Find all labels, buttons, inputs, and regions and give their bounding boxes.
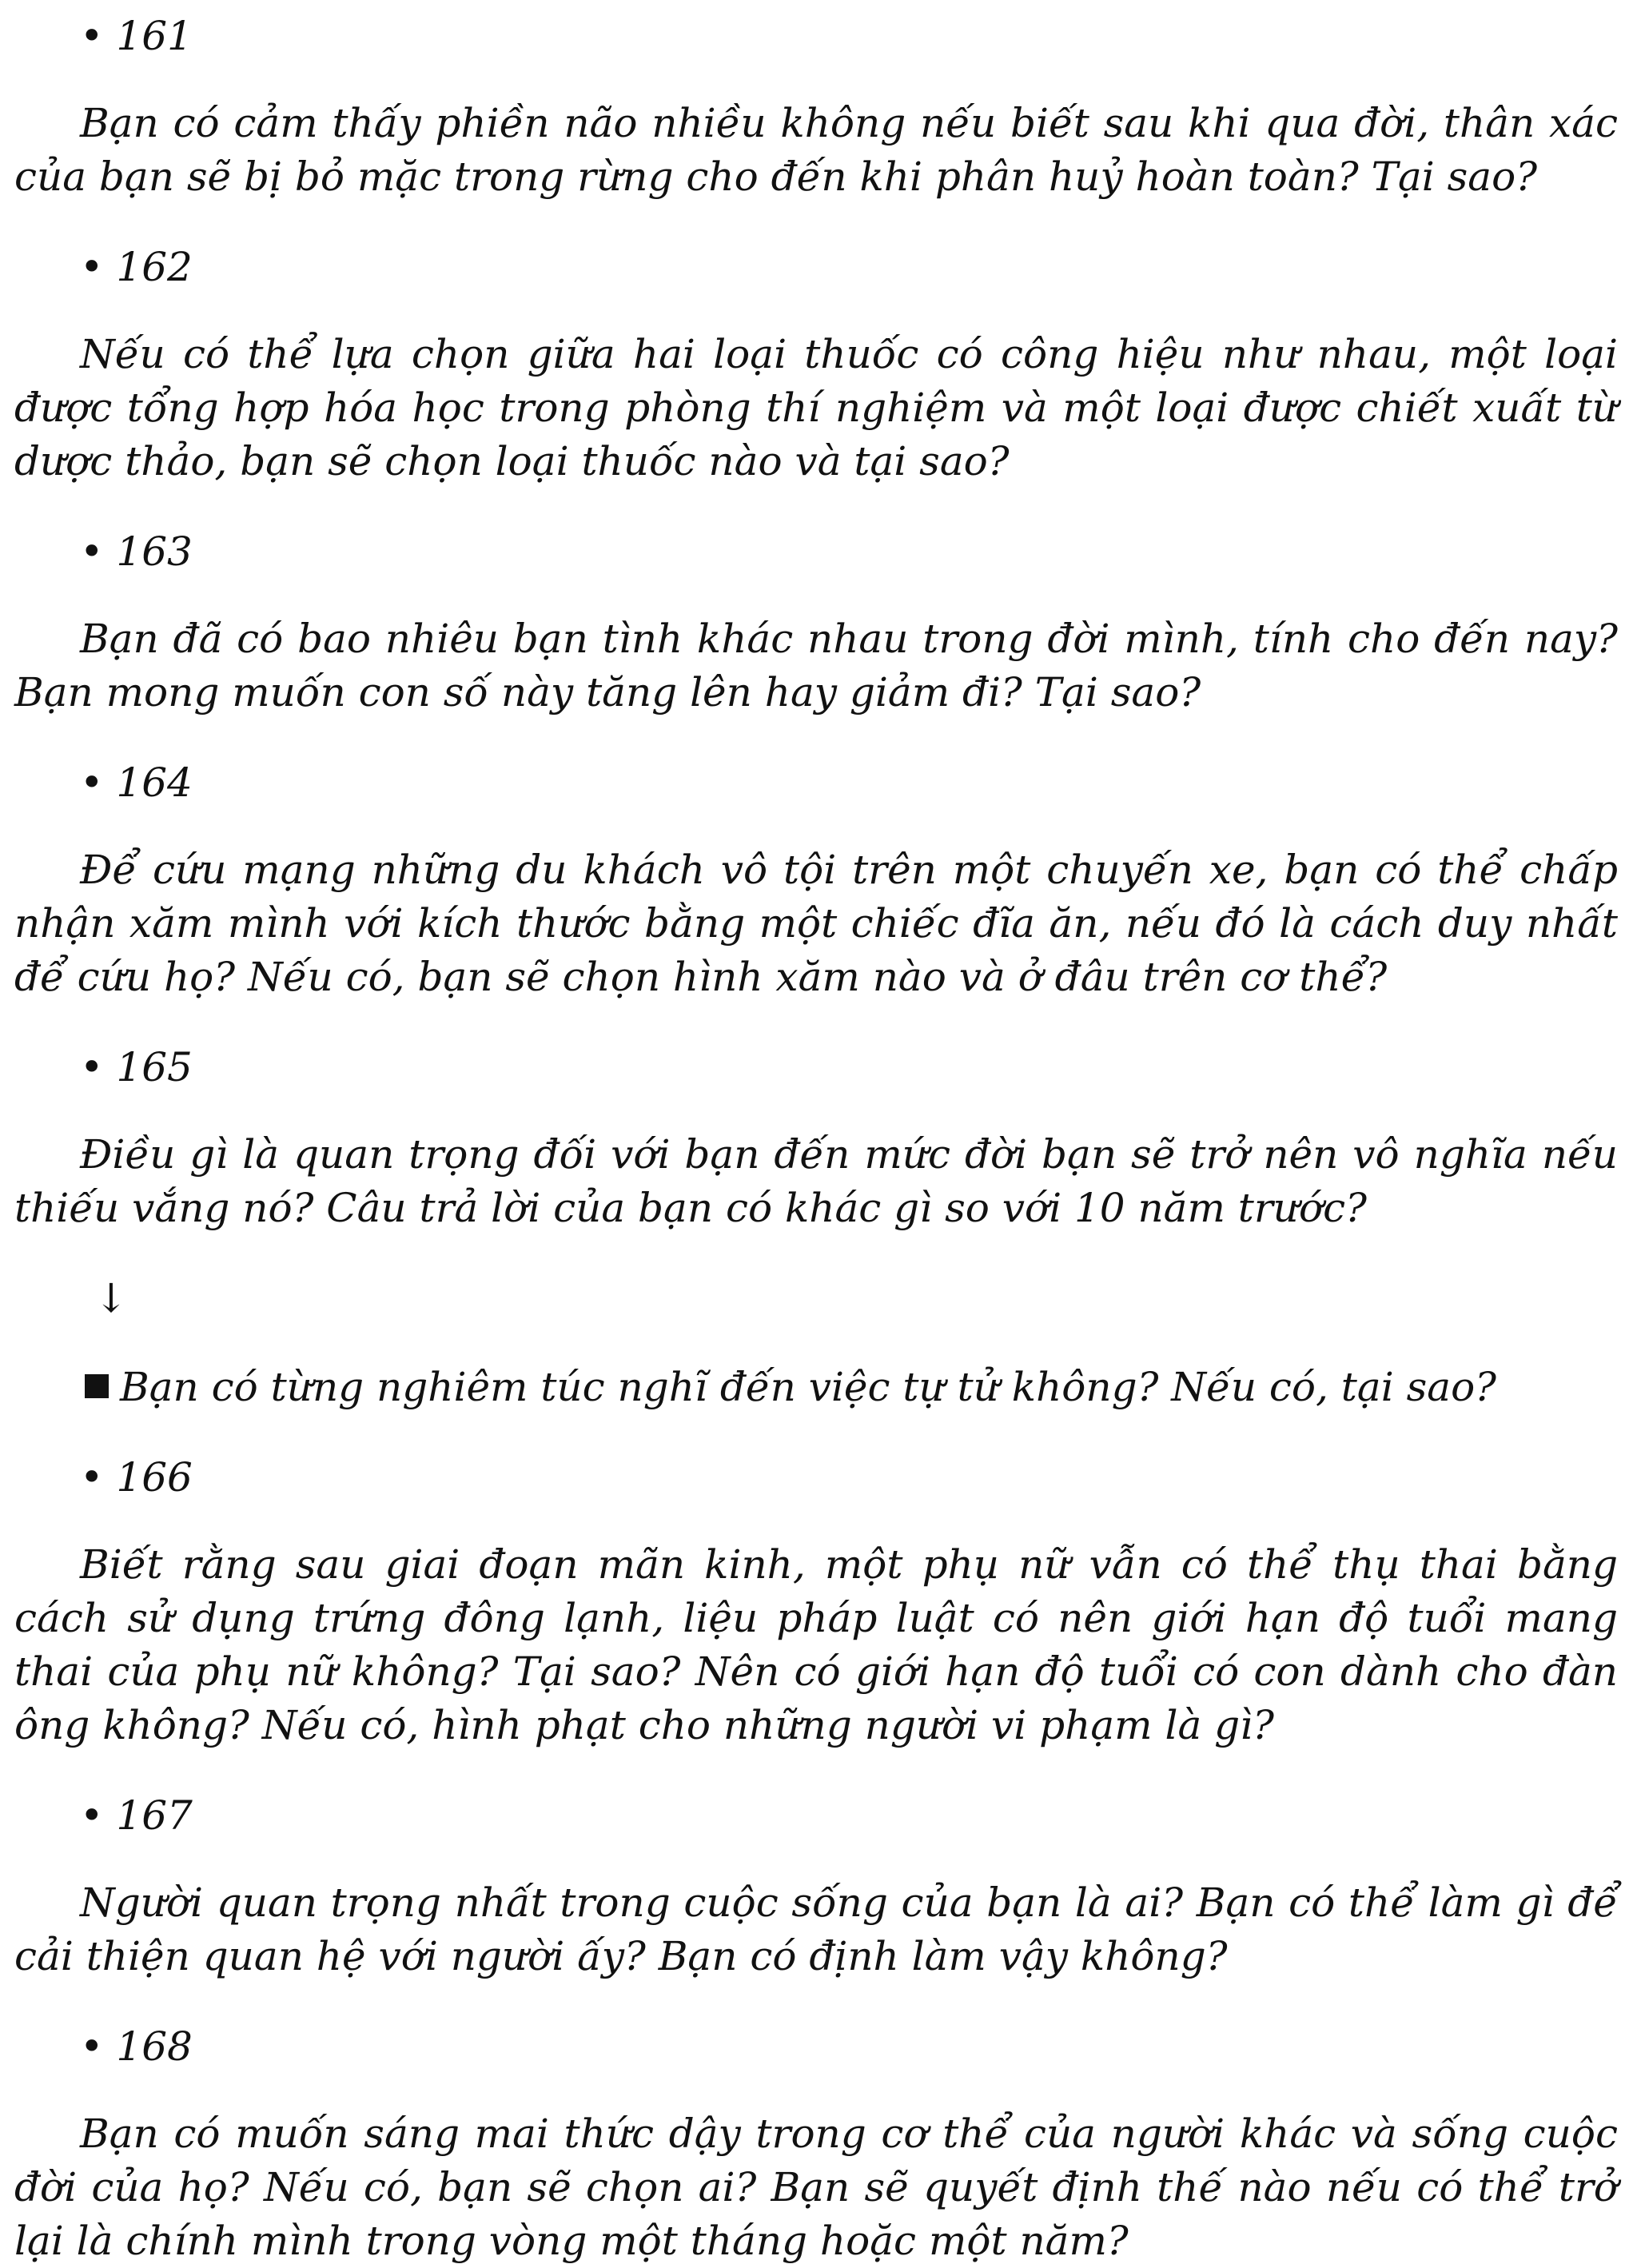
question-165: [14, 1041, 1618, 1235]
bullet-icon: •: [80, 528, 104, 575]
bullet-icon: •: [80, 244, 104, 290]
question-number: • 162: [80, 244, 193, 290]
question-166: [14, 1451, 1618, 1752]
question-number: • 161: [80, 13, 193, 59]
black-square-icon: [85, 1374, 109, 1398]
question-161: [14, 10, 1618, 204]
bullet-icon: •: [80, 1792, 104, 1839]
question-number: • 165: [80, 1044, 193, 1090]
question-167: [14, 1789, 1618, 1983]
down-arrow-icon: ↓: [94, 1275, 128, 1321]
question-text: Biết rằng sau giai đoạn mãn kinh, một phụ nữ vẫn có thể thụ thai bằng cách sử dụng trứng đông lạnh, liệu pháp luật có nên giới hạn độ tuổi mang thai của phụ nữ không? Tại sao? Nên có giới hạn độ tuổi có con dành cho đàn ông không? Nếu có, hình phạt cho những người vi phạm là gì?: [14, 1541, 1618, 1748]
question-text: Điều gì là quan trọng đối với bạn đến mức đời bạn sẽ trở nên vô nghĩa nếu thiếu vắng nó? Câu trả lời của bạn có khác gì so với 10 năm trước?: [14, 1131, 1618, 1231]
bullet-icon: •: [80, 759, 104, 806]
question-text: Bạn có cảm thấy phiền não nhiều không nếu biết sau khi qua đời, thân xác của bạn sẽ bị bỏ mặc trong rừng cho đến khi phân huỷ hoàn toàn? Tại sao?: [14, 100, 1618, 200]
question-number: • 168: [80, 2023, 193, 2070]
question-number: • 166: [80, 1454, 193, 1501]
followup-text: Bạn có từng nghiêm túc nghĩ đến việc tự tử không? Nếu có, tại sao?: [120, 1364, 1496, 1410]
document-page: [14, 0, 1618, 2268]
question-text: Người quan trọng nhất trong cuộc sống của bạn là ai? Bạn có thể làm gì để cải thiện quan hệ với người ấy? Bạn có định làm vậy không?: [14, 1879, 1618, 1979]
question-text: Bạn có muốn sáng mai thức dậy trong cơ thể của người khác và sống cuộc đời của họ? Nếu có, bạn sẽ chọn ai? Bạn sẽ quyết định thế nào nếu có thể trở lại là chính mình trong vòng một tháng hoặc một năm?: [14, 2111, 1618, 2264]
question-text: Nếu có thể lựa chọn giữa hai loại thuốc có công hiệu như nhau, một loại được tổng hợp hóa học trong phòng thí nghiệm và một loại được chiết xuất từ dược thảo, bạn sẽ chọn loại thuốc nào và tại sao?: [14, 331, 1618, 484]
question-number: • 167: [80, 1792, 193, 1839]
bullet-icon: •: [80, 1044, 104, 1090]
bullet-icon: •: [80, 1454, 104, 1501]
question-number: • 164: [80, 759, 193, 806]
followup-question: [14, 1361, 1618, 1414]
question-164: [14, 756, 1618, 1004]
question-162: [14, 241, 1618, 488]
question-168: [14, 2020, 1618, 2268]
bullet-icon: •: [80, 13, 104, 59]
question-number: • 163: [80, 528, 193, 575]
bullet-icon: •: [80, 2023, 104, 2070]
question-163: [14, 525, 1618, 719]
question-text: Bạn đã có bao nhiêu bạn tình khác nhau trong đời mình, tính cho đến nay? Bạn mong muốn con số này tăng lên hay giảm đi? Tại sao?: [14, 616, 1618, 715]
question-text: Để cứu mạng những du khách vô tội trên một chuyến xe, bạn có thể chấp nhận xăm mình với kích thước bằng một chiếc đĩa ăn, nếu đó là cách duy nhất để cứu họ? Nếu có, bạn sẽ chọn hình xăm nào và ở đâu trên cơ thể?: [14, 847, 1618, 1000]
